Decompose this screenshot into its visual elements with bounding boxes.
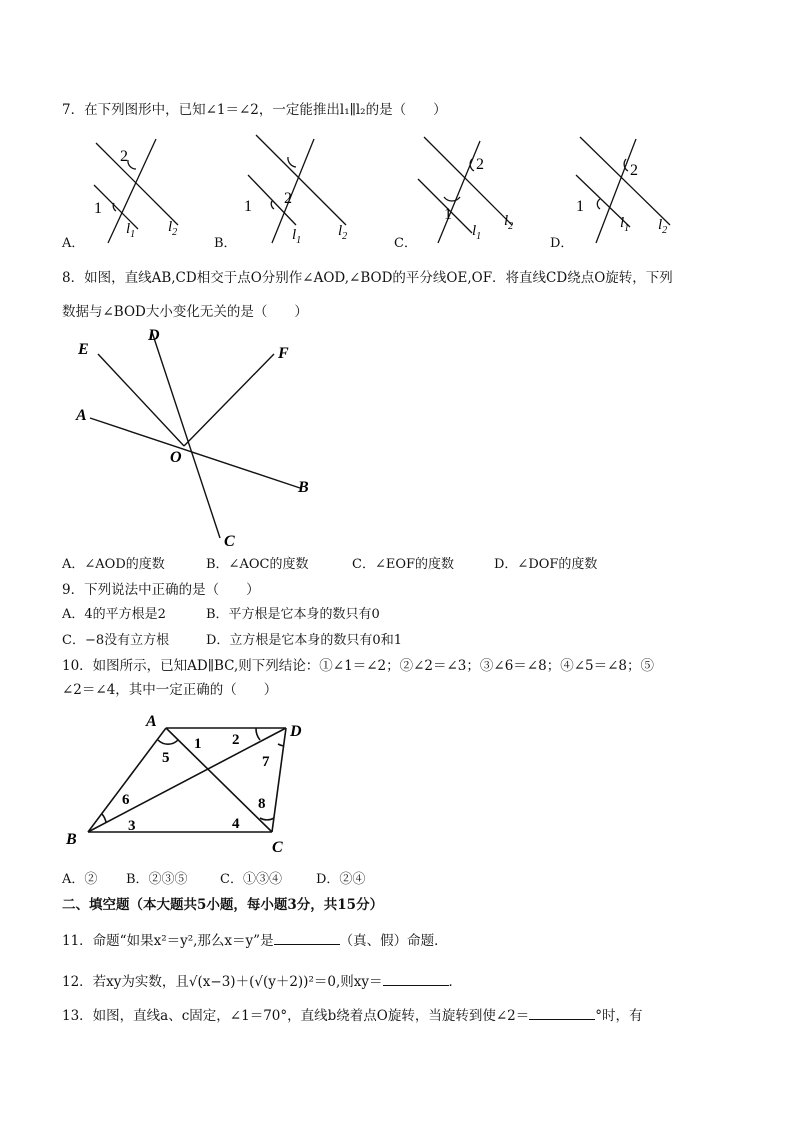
- q7-figure-a: [86, 135, 186, 245]
- q8-stem-line2: 数据与∠BOD大小变化无关的是（ ）: [62, 304, 308, 320]
- q11: [62, 929, 448, 949]
- q7-option-c[interactable]: C．: [394, 236, 417, 251]
- q13: [62, 1004, 642, 1024]
- q13-pre: 13．如图，直线a、c固定，∠1＝70°，直线b绕着点O旋转，当旋转到使∠2＝: [62, 1008, 530, 1024]
- q9-option-c[interactable]: C．−8没有立方根: [62, 633, 170, 648]
- q10-figure: [66, 706, 326, 856]
- q7b-l1: $l_1$: [292, 227, 302, 246]
- q8-point-d: D: [148, 327, 160, 344]
- q8-point-b: B: [298, 479, 309, 496]
- q11-pre: 11．命题“如果x²＝y²,那么x＝y”是: [62, 933, 274, 949]
- q10-point-a: A: [146, 713, 157, 730]
- q8-option-b[interactable]: B．∠AOC的度数: [206, 557, 309, 572]
- q7-figure-c: [414, 135, 524, 245]
- q7d-angle2: 2: [630, 162, 638, 179]
- q12-answer-blank[interactable]: [383, 973, 449, 986]
- q7-option-d[interactable]: D．: [550, 236, 574, 251]
- q12-post: ．: [448, 974, 462, 990]
- q10-stem-line2: ∠2＝∠4，其中一定正确的（ ）: [62, 682, 278, 698]
- q8-option-d[interactable]: D．∠DOF的度数: [494, 557, 598, 572]
- q9-option-d[interactable]: D．立方根是它本身的数只有0和1: [206, 633, 402, 648]
- q8-figure: [70, 320, 330, 550]
- section-fill-in-title: 二、填空题（本大题共5小题，每小题3分，共15分）: [62, 897, 384, 913]
- q7d-angle1: 1: [576, 198, 584, 215]
- q7-figure-d: [572, 135, 682, 245]
- q10-point-c: C: [272, 839, 283, 856]
- q7-figure-b: [238, 135, 358, 245]
- q7c-angle2: 2: [476, 156, 484, 173]
- q9-option-a[interactable]: A．4的平方根是2: [62, 607, 166, 622]
- q8-option-c[interactable]: C．∠EOF的度数: [352, 557, 455, 572]
- q8-point-a: A: [76, 407, 87, 424]
- q10-option-a[interactable]: A．②: [62, 872, 98, 887]
- q10-option-c[interactable]: C．①③④: [220, 872, 282, 887]
- q10-point-b: B: [66, 831, 77, 848]
- q8-point-e: E: [78, 341, 89, 358]
- q8-point-f: F: [278, 345, 289, 362]
- q13-post: °时，有: [595, 1008, 643, 1024]
- q7a-angle2: 2: [120, 148, 128, 165]
- q10-option-d[interactable]: D．②④: [316, 872, 366, 887]
- q7a-l2: $l_2$: [168, 219, 178, 238]
- q10-angle7: 7: [262, 754, 270, 770]
- q10-stem-line1: 10．如图所示，已知AD∥BC,则下列结论：①∠1＝∠2；②∠2＝∠3；③∠6＝∠8；④∠5＝∠8；⑤: [62, 658, 655, 674]
- q7c-l2: $l_2$: [504, 213, 514, 232]
- q8-option-a[interactable]: A．∠AOD的度数: [62, 557, 165, 572]
- q10-point-d: D: [290, 723, 302, 740]
- q8-point-c: C: [224, 533, 235, 550]
- q10-angle6: 6: [122, 792, 130, 808]
- q10-angle3: 3: [128, 818, 136, 834]
- q8-point-o: O: [170, 449, 182, 466]
- q7-stem: 7．在下列图形中，已知∠1＝∠2，一定能推出l₁∥l₂的是（ ）: [62, 102, 447, 118]
- q7b-angle1: 1: [244, 198, 252, 215]
- q7-option-a[interactable]: A．: [62, 236, 85, 251]
- q7d-l1: $l_1$: [620, 215, 630, 234]
- q7c-l1: $l_1$: [472, 223, 482, 242]
- q11-post: （真、假）命题．: [339, 933, 448, 949]
- q9-option-b[interactable]: B．平方根是它本身的数只有0: [206, 607, 380, 622]
- q11-answer-blank[interactable]: [274, 932, 340, 945]
- q13-answer-blank[interactable]: [529, 1007, 595, 1020]
- q7-option-b[interactable]: B．: [214, 236, 237, 251]
- q7d-l2: $l_2$: [658, 217, 668, 236]
- q7b-l2: $l_2$: [338, 223, 348, 242]
- q10-option-b[interactable]: B．②③⑤: [126, 872, 188, 887]
- q10-angle4: 4: [232, 816, 240, 832]
- q7a-angle1: 1: [94, 200, 102, 217]
- q10-angle8: 8: [258, 796, 266, 812]
- q12: [62, 970, 462, 990]
- q7a-l1: $l_1$: [126, 221, 136, 240]
- q9-stem: 9．下列说法中正确的是（ ）: [62, 582, 260, 598]
- q7b-angle2: 2: [284, 190, 292, 207]
- q7c-angle1: 1: [444, 206, 452, 223]
- q10-angle2: 2: [232, 732, 240, 748]
- q10-angle5: 5: [162, 750, 170, 766]
- q8-stem-line1: 8．如图，直线AB,CD相交于点O分别作∠AOD,∠BOD的平分线OE,OF．将直线CD绕点O旋转，下列: [62, 270, 673, 286]
- q12-pre: 12．若xy为实数，且√(x−3)＋(√(y＋2))²＝0,则xy＝: [62, 974, 383, 990]
- q10-angle1: 1: [194, 736, 202, 752]
